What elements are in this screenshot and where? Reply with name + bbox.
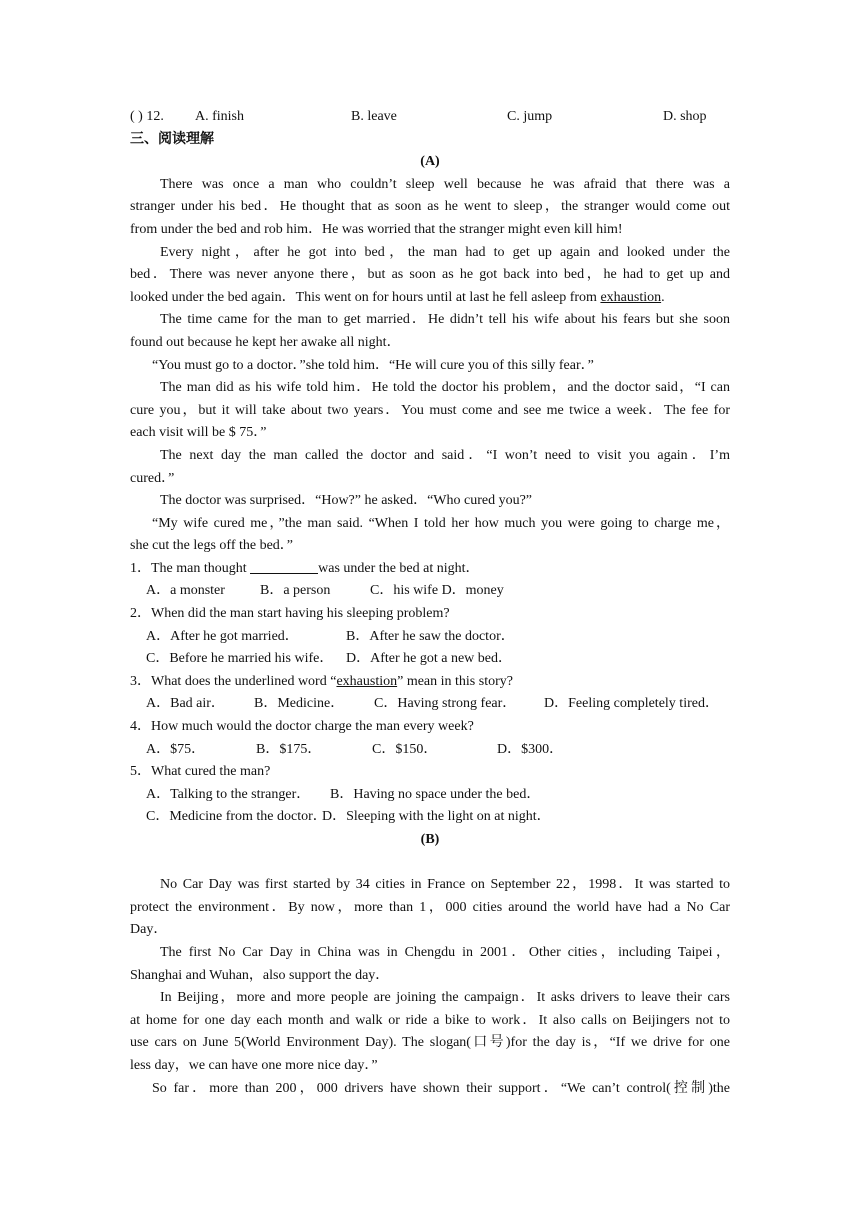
underlined-word: exhaustion bbox=[336, 673, 398, 689]
section-heading: 三、阅读理解 bbox=[130, 131, 214, 147]
question-2: 2．When did the man start having his sleeping problem? A．After he got married． B．After he saw the doctor． C．Before he married his wife． D．After he got a new bed． bbox=[130, 606, 515, 667]
passage-a-label: (A) bbox=[420, 154, 440, 170]
passage-a-paragraph-7: The doctor was surprised．“How?” he asked．“Who cured you?” bbox=[160, 493, 533, 509]
passage-a-paragraph-5: The man did as his wife told him．He told the doctor his problem，and the doctor said，“I can cure you，but it will take about two years．You must come and see me twice a week．The fee for each visit will be $ 75．” bbox=[130, 380, 730, 441]
passage-a-paragraph-6: The next day the man called the doctor and said．“I won’t need to visit you again．I’m cured．” bbox=[130, 447, 730, 486]
question-12-prefix: ( ) 12. bbox=[130, 109, 164, 124]
option-c: C. jump bbox=[507, 109, 553, 124]
passage-a-paragraph-3: The time came for the man to get married．He didn’t tell his wife about his fears but she soon found out because he kept her awake all night． bbox=[130, 312, 730, 350]
passage-b-paragraph-4: So far．more than 200，000 drivers have shown their support．“We can’t control(控制)the bbox=[152, 1080, 730, 1096]
underlined-word: exhaustion bbox=[600, 289, 662, 305]
question-5: 5．What cured the man? A．Talking to the stranger． B．Having no space under the bed． C．Medicine from the doctor．D．Sleeping with the light on at night． bbox=[130, 764, 551, 825]
passage-b-paragraph-1: No Car Day was first started by 34 cities in France on September 22，1998．It was started to protect the environment．By now，more than 1，000 cities around the world have had a No Car Day． bbox=[130, 877, 730, 938]
passage-a-paragraph-8: “My wife cured me，”the man said. “When I told her how much you were going to charge me， she cut the legs off the bed．” bbox=[130, 515, 730, 554]
passage-b-paragraph-3: In Beijing，more and more people are joining the campaign．It asks drivers to leave their cars at home for one day each month and walk or ride a bike to work．It also calls on Beijingers not to use cars on June 5(World Environment Day). The slogan(口号)for the day is，“If we drive for one less day，we can have one more nice day．” bbox=[130, 990, 730, 1073]
answer-blank bbox=[250, 559, 318, 574]
question-3: 3．What does the underlined word “exhaustion” mean in this story? A．Bad air． B．Medicine． C．Having strong fear． D．Feeling completely tired． bbox=[130, 673, 719, 712]
document-page bbox=[130, 106, 730, 1100]
passage-a-paragraph-1: There was once a man who couldn’t sleep well because he was afraid that there was a stranger under his bed．He thought that as soon as he went to sleep，the stranger would come out from under the bed and rob him．He was worried that the stranger might even kill him! bbox=[130, 176, 730, 237]
question-4: 4．How much would the doctor charge the man every week? A．$75． B．$175． C．$150． D．$300． bbox=[130, 719, 564, 757]
passage-b-label: (B) bbox=[420, 832, 440, 847]
option-d: D. shop bbox=[663, 109, 707, 124]
option-b: B. leave bbox=[351, 109, 397, 124]
passage-a-paragraph-2: Every night，after he got into bed，the man had to get up again and looked under the bed．There was never anyone there，but as soon as he got back into bed，he had to get up and looked under the bed again．This went on for hours until at last he fell asleep from exhaustion. bbox=[130, 244, 730, 305]
passage-b-paragraph-2: The first No Car Day in China was in Chengdu in 2001．Other cities，including Taipei， Shanghai and Wuhan，also support the day． bbox=[130, 944, 730, 983]
question-12 bbox=[130, 106, 730, 129]
option-a: A. finish bbox=[195, 109, 244, 124]
passage-a-paragraph-4: “You must go to a doctor．”she told him．“He will cure you of this silly fear．” bbox=[152, 357, 594, 373]
question-1: 1．The man thought was under the bed at night． A．a monster B．a person C．his wife D．money bbox=[130, 560, 504, 599]
